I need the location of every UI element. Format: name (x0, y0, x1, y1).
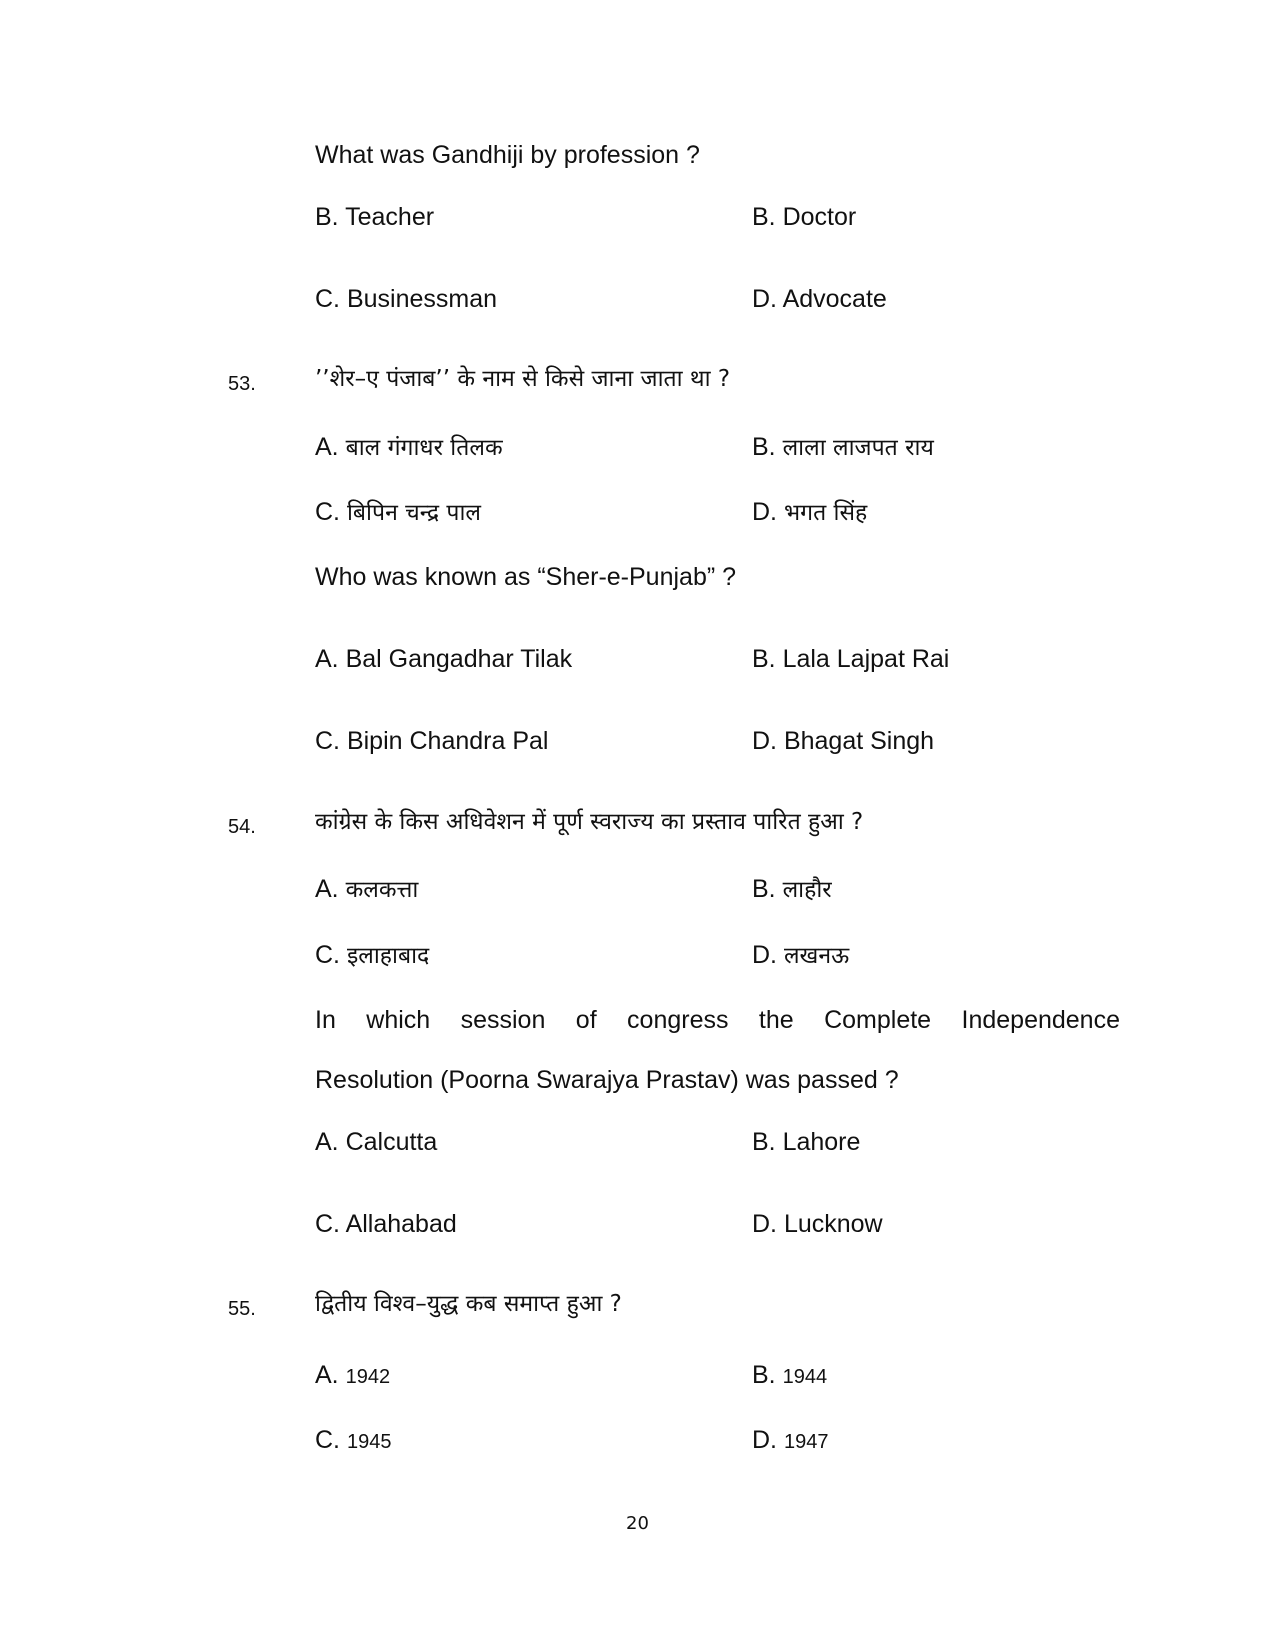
option-d-q53-en: D. Bhagat Singh (752, 727, 935, 755)
question-number-54: 54. (228, 816, 256, 838)
page-number: 20 (626, 1513, 649, 1534)
option-d-q54-en: D. Lucknow (752, 1210, 883, 1238)
question-53-text-en: Who was known as “Sher-e-Punjab” ? (315, 563, 737, 591)
option-b-q52: B. Doctor (752, 203, 857, 231)
option-b-q55: B. 1944 (752, 1361, 828, 1389)
option-c-q53-en: C. Bipin Chandra Pal (315, 727, 549, 755)
option-c-q53-hi: C. बिपिन चन्द्र पाल (315, 498, 481, 526)
option-d-q54-hi: D. लखनऊ (752, 941, 850, 969)
option-d-q55: D. 1947 (752, 1426, 829, 1454)
question-number-55: 55. (228, 1298, 256, 1320)
option-d-q53-hi: D. भगत सिंह (752, 498, 868, 526)
option-a-q54-en: A. Calcutta (315, 1128, 438, 1156)
question-52-text-en: What was Gandhiji by profession ? (315, 141, 700, 169)
question-54-text-hi: कांग्रेस के किस अधिवेशन में पूर्ण स्वराज्य का प्रस्ताव पारित हुआ ? (315, 809, 864, 835)
question-54-text-en-line1: In which session of congress the Complete Independence (315, 1006, 1120, 1034)
option-c-q54-en: C. Allahabad (315, 1210, 457, 1238)
option-a-q53-en: A. Bal Gangadhar Tilak (315, 645, 573, 673)
option-b-q53-hi: B. लाला लाजपत राय (752, 433, 934, 461)
option-c-q52: C. Businessman (315, 285, 498, 313)
option-b-q53-en: B. Lala Lajpat Rai (752, 645, 950, 673)
option-c-q55: C. 1945 (315, 1426, 392, 1454)
option-d-q52: D. Advocate (752, 285, 887, 313)
option-a-q53-hi: A. बाल गंगाधर तिलक (315, 433, 503, 461)
option-a-q52: B. Teacher (315, 203, 435, 231)
option-c-q54-hi: C. इलाहाबाद (315, 941, 430, 969)
option-b-q54-en: B. Lahore (752, 1128, 861, 1156)
question-54-text-en-line2: Resolution (Poorna Swarajya Prastav) was passed ? (315, 1066, 899, 1094)
question-55-text-hi: द्वितीय विश्व–युद्ध कब समाप्त हुआ ? (315, 1291, 622, 1317)
question-number-53: 53. (228, 373, 256, 395)
option-a-q55: A. 1942 (315, 1361, 391, 1389)
option-a-q54-hi: A. कलकत्ता (315, 875, 419, 903)
question-53-text-hi: ’’शेर–ए पंजाब’’ के नाम से किसे जाना जाता था ? (315, 366, 731, 392)
option-b-q54-hi: B. लाहौर (752, 875, 832, 903)
